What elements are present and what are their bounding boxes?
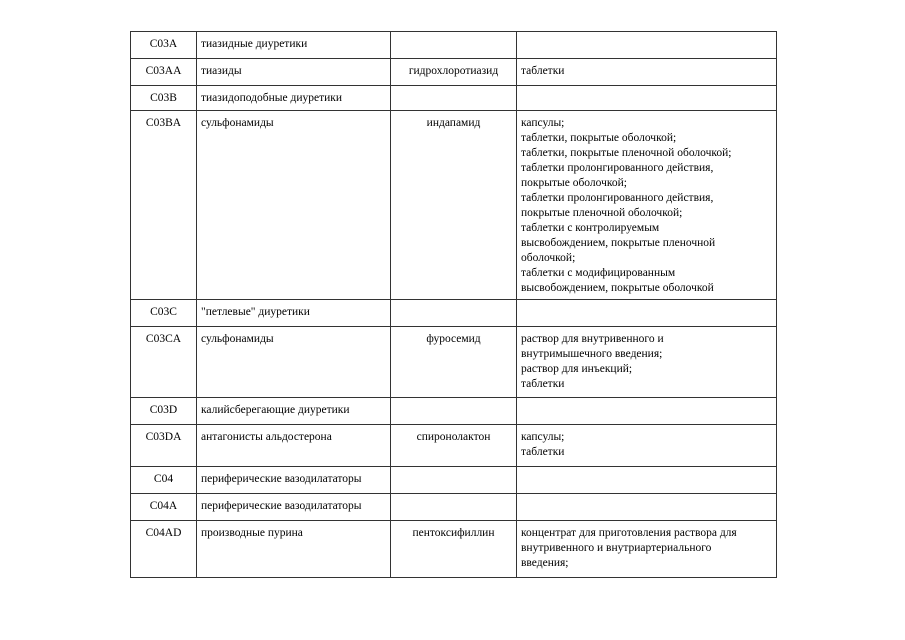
pharm-group-cell: антагонисты альдостерона	[197, 425, 391, 467]
pharm-group-cell: периферические вазодилататоры	[197, 467, 391, 494]
drug-name-cell: гидрохлоротиазид	[391, 59, 517, 86]
pharm-group-cell: тиазидные диуретики	[197, 32, 391, 59]
table-row	[131, 398, 777, 425]
atc-code-cell: C03BA	[131, 111, 197, 300]
drug-name-cell	[391, 300, 517, 327]
dosage-form-line: покрытые оболочкой;	[521, 177, 627, 189]
pharm-group-cell: производные пурина	[197, 521, 391, 578]
dosage-form-line: капсулы;	[521, 117, 565, 129]
dosage-form-line: внутривенного и внутриартериального	[521, 542, 712, 554]
drug-name-cell	[391, 86, 517, 111]
dosage-form-cell	[517, 521, 777, 578]
dosage-form-line: таблетки с контролируемым	[521, 222, 660, 234]
pharm-group-cell: "петлевые" диуретики	[197, 300, 391, 327]
dosage-form-cell	[517, 86, 777, 111]
dosage-form-line: таблетки	[521, 446, 565, 458]
atc-code-cell: C03C	[131, 300, 197, 327]
drug-name-cell	[391, 32, 517, 59]
dosage-form-line: раствор для инъекций;	[521, 363, 633, 375]
table-row	[131, 32, 777, 59]
table-row	[131, 521, 777, 578]
atc-code-cell: C03D	[131, 398, 197, 425]
dosage-form-line: высвобождением, покрытые пленочной	[521, 237, 716, 249]
dosage-form-cell	[517, 494, 777, 521]
atc-code-cell: C03B	[131, 86, 197, 111]
dosage-form-cell	[517, 467, 777, 494]
pharm-group-cell: сульфонамиды	[197, 327, 391, 398]
dosage-form-cell	[517, 327, 777, 398]
dosage-form-line: капсулы;	[521, 431, 565, 443]
table-row	[131, 467, 777, 494]
table-row	[131, 494, 777, 521]
dosage-form-line: таблетки пролонгированного действия,	[521, 162, 714, 174]
drug-name-cell: индапамид	[391, 111, 517, 300]
drug-name-cell	[391, 467, 517, 494]
atc-code-cell: C04A	[131, 494, 197, 521]
dosage-form-line: покрытые пленочной оболочкой;	[521, 207, 683, 219]
atc-code-cell: C03DA	[131, 425, 197, 467]
table-row	[131, 327, 777, 398]
drug-name-cell: пентоксифиллин	[391, 521, 517, 578]
dosage-form-cell	[517, 59, 777, 86]
dosage-form-line: оболочкой;	[521, 252, 576, 264]
dosage-form-cell	[517, 398, 777, 425]
table-row	[131, 300, 777, 327]
pharm-group-cell: калийсберегающие диуретики	[197, 398, 391, 425]
dosage-form-cell	[517, 32, 777, 59]
dosage-form-cell	[517, 111, 777, 300]
table-row	[131, 86, 777, 111]
drug-name-cell: фуросемид	[391, 327, 517, 398]
pharm-group-cell: периферические вазодилататоры	[197, 494, 391, 521]
dosage-form-line: раствор для внутривенного и	[521, 333, 664, 345]
dosage-form-line: таблетки пролонгированного действия,	[521, 192, 714, 204]
pharm-group-cell: сульфонамиды	[197, 111, 391, 300]
atc-code-cell: C04AD	[131, 521, 197, 578]
table-row	[131, 59, 777, 86]
dosage-form-line: таблетки	[521, 378, 565, 390]
table-row	[131, 425, 777, 467]
drug-name-cell	[391, 398, 517, 425]
dosage-form-line: таблетки, покрытые пленочной оболочкой;	[521, 147, 732, 159]
pharm-group-cell: тиазидоподобные диуретики	[197, 86, 391, 111]
dosage-form-line: концентрат для приготовления раствора для	[521, 527, 737, 539]
drug-name-cell: спиронолактон	[391, 425, 517, 467]
atc-drug-table	[130, 31, 777, 578]
atc-code-cell: C04	[131, 467, 197, 494]
dosage-form-line: таблетки	[521, 65, 565, 77]
dosage-form-line: введения;	[521, 557, 569, 569]
dosage-form-line: внутримышечного введения;	[521, 348, 663, 360]
dosage-form-line: таблетки с модифицированным	[521, 267, 676, 279]
atc-code-cell: C03CA	[131, 327, 197, 398]
dosage-form-cell	[517, 425, 777, 467]
dosage-form-line: таблетки, покрытые оболочкой;	[521, 132, 677, 144]
pharm-group-cell: тиазиды	[197, 59, 391, 86]
drug-name-cell	[391, 494, 517, 521]
dosage-form-cell	[517, 300, 777, 327]
table-row	[131, 111, 777, 300]
dosage-form-line: высвобождением, покрытые оболочкой	[521, 282, 714, 294]
atc-code-cell: C03A	[131, 32, 197, 59]
atc-code-cell: C03AA	[131, 59, 197, 86]
